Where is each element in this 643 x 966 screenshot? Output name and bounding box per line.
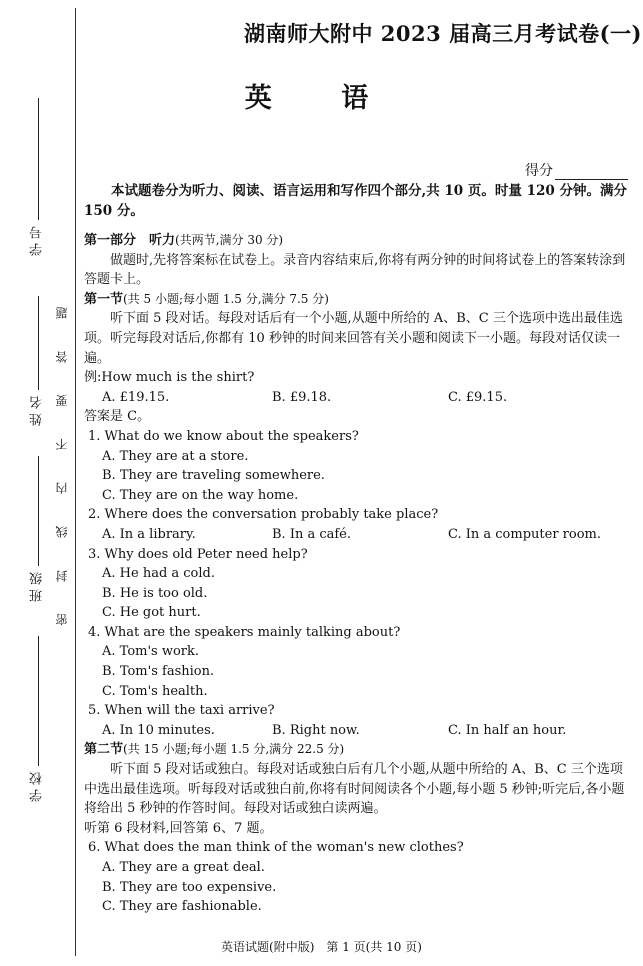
question-stem: 6. What does the man think of the woman's new clothes? [88,840,464,856]
class-field [31,456,45,602]
section2-heading [84,740,632,760]
section1-questions [84,427,632,741]
example-options [84,388,632,408]
exam-content [84,181,632,917]
section2-questions [84,838,632,916]
binding-field-label: 姓 名 [30,396,45,427]
answer-option-c: C. They are on the way home. [102,487,299,503]
answer-option-b: B. Right now. [272,722,360,738]
question-stem: 2. Where does the conversation probably take place? [88,507,439,523]
answer-option-b: B. They are traveling somewhere. [102,468,325,484]
page-footer: 英语试题(附中版) 第 1 页(共 10 页) [221,940,422,954]
answer-option-c: C. Tom's health. [102,683,208,699]
example-option-b: B. £9.18. [272,389,332,405]
answer-option-b: B. In a café. [272,526,352,542]
part1-instruction: 做题时,先将答案标在试卷上。录音内容结束后,你将有两分钟的时间将试卷上的答案转涂到答题卡上。 [84,252,626,288]
example-answer: 答案是 C。 [84,409,151,425]
binding-field-label: 学 号 [30,226,45,257]
option-row [84,721,632,741]
section1-note: (共 5 小题;每小题 1.5 分,满分 7.5 分) [123,291,329,306]
answer-option-b: B. Tom's fashion. [102,664,215,680]
part1-note: (共两节,满分 30 分) [175,233,284,247]
score-field [525,160,628,180]
binding-field-label: 学 校 [30,772,45,803]
section2-note: (共 15 小题;每小题 1.5 分,满分 22.5 分) [123,742,345,757]
section1-heading [84,290,632,310]
question-stem: 3. Why does old Peter need help? [88,546,308,562]
part1-heading [84,231,632,251]
section1-title: 第一节 [84,291,124,307]
option-row [84,525,632,545]
seal-line-text: 密 封 线 内 不 要 答 题 [55,293,69,626]
question-stem: 1. What do we know about the speakers? [88,428,359,444]
binding-field-label: 班 级 [30,572,45,603]
answer-option-a: A. In 10 minutes. [102,722,215,738]
student-id-field [31,98,45,256]
name-field [31,296,45,426]
exam-title: 湖南师大附中 2023 届高三月考试卷(一) [244,21,642,46]
score-label: 得分 [525,163,553,179]
answer-option-c: C. He got hurt. [102,605,201,621]
answer-option-c: C. In a computer room. [448,526,601,542]
answer-option-c: C. They are fashionable. [102,899,262,915]
answer-option-a: A. They are a great deal. [102,860,265,875]
answer-option-b: B. They are too expensive. [102,879,277,895]
question-stem: 4. What are the speakers mainly talking about? [88,624,401,640]
section1-instruction: 听下面 5 段对话。每段对话后有一个小题,从题中所给的 A、B、C 三个选项中选出最佳选项。听完每段对话后,你都有 10 秒钟的时间来回答有关小题和阅读下一小题。每段对话仅读一遍。 [84,311,623,366]
intro-text: 本试题卷分为听力、阅读、语言运用和写作四个部分,共 10 页。时量 120 分钟。满分 150 分。 [84,183,627,219]
question-stem: 5. When will the taxi arrive? [88,703,275,719]
example-option-a: A. £19.15. [102,389,170,405]
answer-option-b: B. He is too old. [102,585,208,601]
answer-option-a: A. He had a cold. [102,566,215,582]
example-option-c: C. £9.15. [448,389,508,405]
answer-option-a: A. Tom's work. [102,644,200,660]
subject-title: 英 语 [244,83,399,114]
answer-option-a: A. In a library. [102,526,196,542]
answer-option-c: C. In half an hour. [448,722,567,738]
score-blank[interactable] [555,165,628,180]
part1-title: 第一部分 听力 [84,233,176,248]
answer-option-a: A. They are at a store. [102,448,249,464]
school-field [31,636,45,802]
material-note: 听第 6 段材料,回答第 6、7 题。 [84,820,273,836]
section2-instruction: 听下面 5 段对话或独白。每段对话或独白后有几个小题,从题中所给的 A、B、C 三个选项中选出最佳选项。听每段对话或独白前,你将有时间阅读各个小题,每小题 5 秒钟;听完后,各小题将给出 5 秒钟的作答时间。每段对话或独白读两遍。 [84,762,625,817]
example-question: 例:How much is the shirt? [84,370,255,386]
section2-title: 第二节 [84,742,124,758]
binding-line [75,8,76,956]
